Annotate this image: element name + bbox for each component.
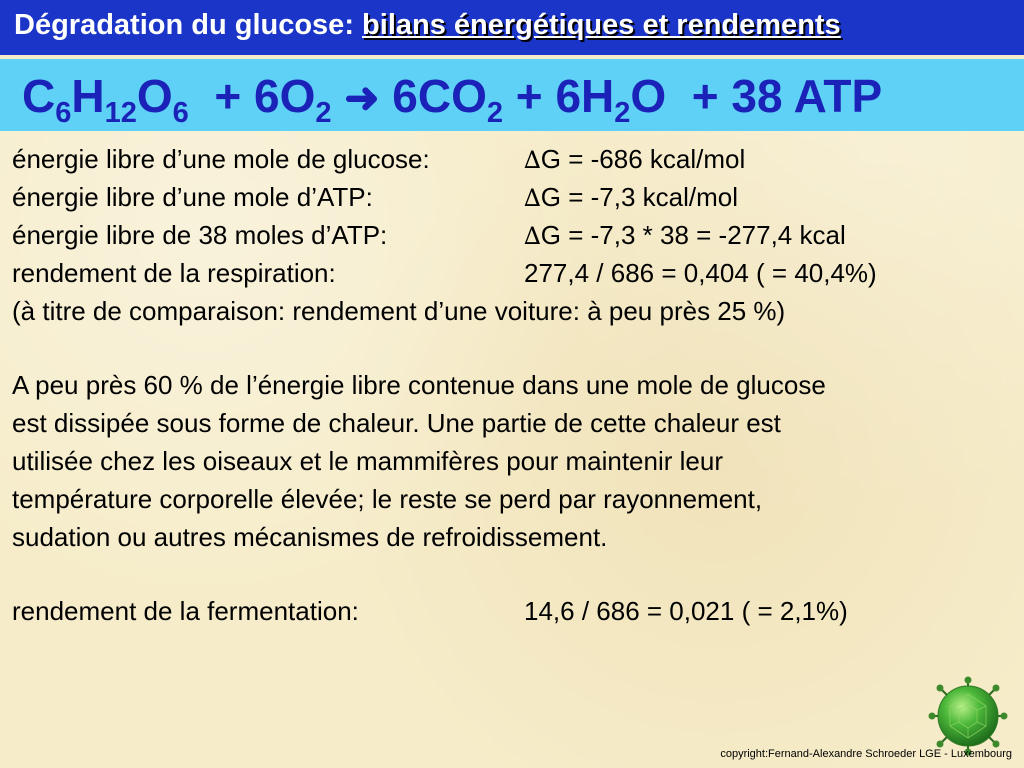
eq-oxygen: + 6O [214,70,316,122]
energy-row-atp [12,178,1012,216]
eq-co2-sub: 2 [486,97,504,129]
row-value-text: G = -7,3 * 38 = -277,4 kcal [540,220,846,250]
eq-oxygen-sub: 2 [315,97,332,129]
eq-c: C [22,70,56,122]
row-label: énergie libre de 38 moles d’ATP: [12,220,388,250]
eq-o-sub: 6 [172,97,189,129]
energy-row-glucose [12,140,1012,178]
title-bar [0,0,1024,55]
fermentation-yield-row [12,592,1012,630]
row-label: énergie libre d’une mole d’ATP: [12,182,373,212]
eq-water-o: O [630,70,667,122]
eq-co2: 6CO [392,70,487,122]
eq-o: O [136,70,173,122]
copyright-notice: copyright:Fernand-Alexandre Schroeder LGE - Luxembourg [720,748,1012,760]
row-label: rendement de la respiration: [12,258,336,288]
eq-c-sub: 6 [55,97,72,129]
paragraph-line: est dissipée sous forme de chaleur. Une partie de cette chaleur est [12,408,781,438]
comparison-line: (à titre de comparaison: rendement d’une voiture: à peu près 25 %) [12,296,786,326]
respiration-yield-row [12,254,1012,292]
content-body [12,140,1012,630]
energy-row-38-atp [12,216,1012,254]
eq-water: + 6H [515,70,615,122]
delta-symbol: ∆ [524,184,541,212]
eq-h: H [71,70,105,122]
row-value-text: 14,6 / 686 = 0,021 ( = 2,1%) [524,596,848,626]
delta-symbol: ∆ [524,146,541,174]
spacer [12,330,1012,366]
paragraph-line: température corporelle élevée; le reste se perd par rayonnement, [12,484,763,514]
eq-h-sub: 12 [104,97,137,129]
green-virus-sphere-icon [928,676,1008,756]
title-prefix: Dégradation du glucose: [14,9,354,41]
row-label: énergie libre d’une mole de glucose: [12,144,430,174]
right-arrow-icon: ➜ [344,74,380,121]
eq-water-sub: 2 [614,97,631,129]
row-value-text: G = -7,3 kcal/mol [540,182,738,212]
row-value [524,140,745,179]
row-value [524,216,846,255]
eq-atp: + 38 ATP [691,70,883,122]
row-value-text: 277,4 / 686 = 0,404 ( = 40,4%) [524,258,877,288]
title-subtitle: bilans énergétiques et rendements [362,9,841,41]
row-value-text: G = -686 kcal/mol [540,144,746,174]
row-label: rendement de la fermentation: [12,596,359,626]
row-value [524,178,738,217]
paragraph-line: sudation ou autres mécanismes de refroidissement. [12,522,608,552]
chemical-equation [0,59,1024,131]
delta-symbol: ∆ [524,222,541,250]
paragraph-line: A peu près 60 % de l’énergie libre contenue dans une mole de glucose [12,370,826,400]
spacer [12,556,1012,592]
paragraph-line: utilisée chez les oiseaux et le mammifères pour maintenir leur [12,446,723,476]
